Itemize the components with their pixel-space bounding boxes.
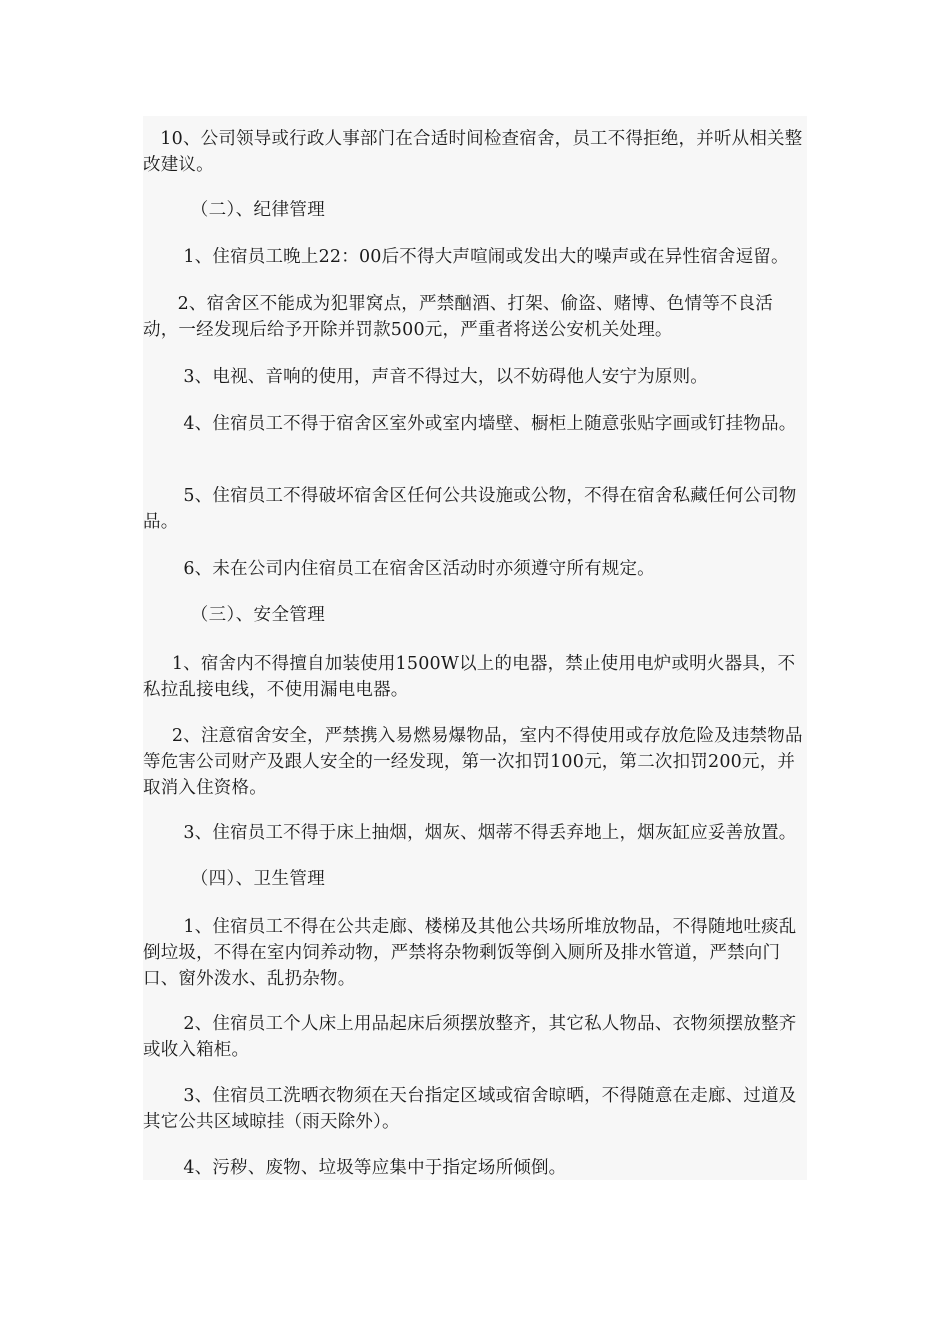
- section-heading-hygiene: （四）、卫生管理: [143, 869, 326, 889]
- paragraph-hygiene-2: 2、住宿员工个人床上用品起床后须摆放整齐，其它私人物品、衣物须摆放整齐或收入箱柜。: [143, 1014, 797, 1060]
- paragraph-discipline-4: 4、住宿员工不得于宿舍区室外或室内墙壁、橱柜上随意张贴字画或钉挂物品。: [143, 414, 797, 434]
- paragraph-hygiene-4: 4、污秽、废物、垃圾等应集中于指定场所倾倒。: [143, 1158, 567, 1178]
- document-body: [143, 116, 807, 1180]
- paragraph-dorm-inspection: 10、公司领导或行政人事部门在合适时间检查宿舍，员工不得拒绝，并听从相关整改建议。: [143, 129, 803, 175]
- paragraph-safety-2: 2、注意宿舍安全，严禁携入易燃易爆物品，室内不得使用或存放危险及违禁物品等危害公司财产及跟人安全的一经发现，第一次扣罚100元，第二次扣罚200元，并取消入住资格。: [143, 726, 803, 798]
- paragraph-safety-1: 1、宿舍内不得擅自加装使用1500W以上的电器，禁止使用电炉或明火器具，不私拉乱接电线，不使用漏电电器。: [143, 654, 796, 700]
- paragraph-discipline-3: 3、电视、音响的使用，声音不得过大，以不妨碍他人安宁为原则。: [143, 367, 708, 387]
- paragraph-discipline-1: 1、住宿员工晚上22：00后不得大声喧闹或发出大的噪声或在异性宿舍逗留。: [143, 247, 789, 267]
- section-heading-discipline: （二）、纪律管理: [143, 200, 326, 220]
- paragraph-hygiene-1: 1、住宿员工不得在公共走廊、楼梯及其他公共场所堆放物品，不得随地吐痰乱倒垃圾，不得在室内饲养动物，严禁将杂物剩饭等倒入厕所及排水管道，严禁向门口、窗外泼水、乱扔杂物。: [143, 917, 797, 989]
- paragraph-discipline-5: 5、住宿员工不得破坏宿舍区任何公共设施或公物，不得在宿舍私藏任何公司物品。: [143, 486, 797, 532]
- paragraph-discipline-6: 6、未在公司内住宿员工在宿舍区活动时亦须遵守所有规定。: [143, 559, 655, 579]
- section-heading-safety: （三）、安全管理: [143, 605, 326, 625]
- paragraph-discipline-2: 2、宿舍区不能成为犯罪窝点，严禁酗酒、打架、偷盗、赌博、色情等不良活动，一经发现后给予开除并罚款500元，严重者将送公安机关处理。: [143, 294, 774, 340]
- paragraph-safety-3: 3、住宿员工不得于床上抽烟，烟灰、烟蒂不得丢弃地上，烟灰缸应妥善放置。: [143, 823, 797, 843]
- paragraph-hygiene-3: 3、住宿员工洗晒衣物须在天台指定区域或宿舍晾晒，不得随意在走廊、过道及其它公共区域晾挂（雨天除外）。: [143, 1086, 797, 1132]
